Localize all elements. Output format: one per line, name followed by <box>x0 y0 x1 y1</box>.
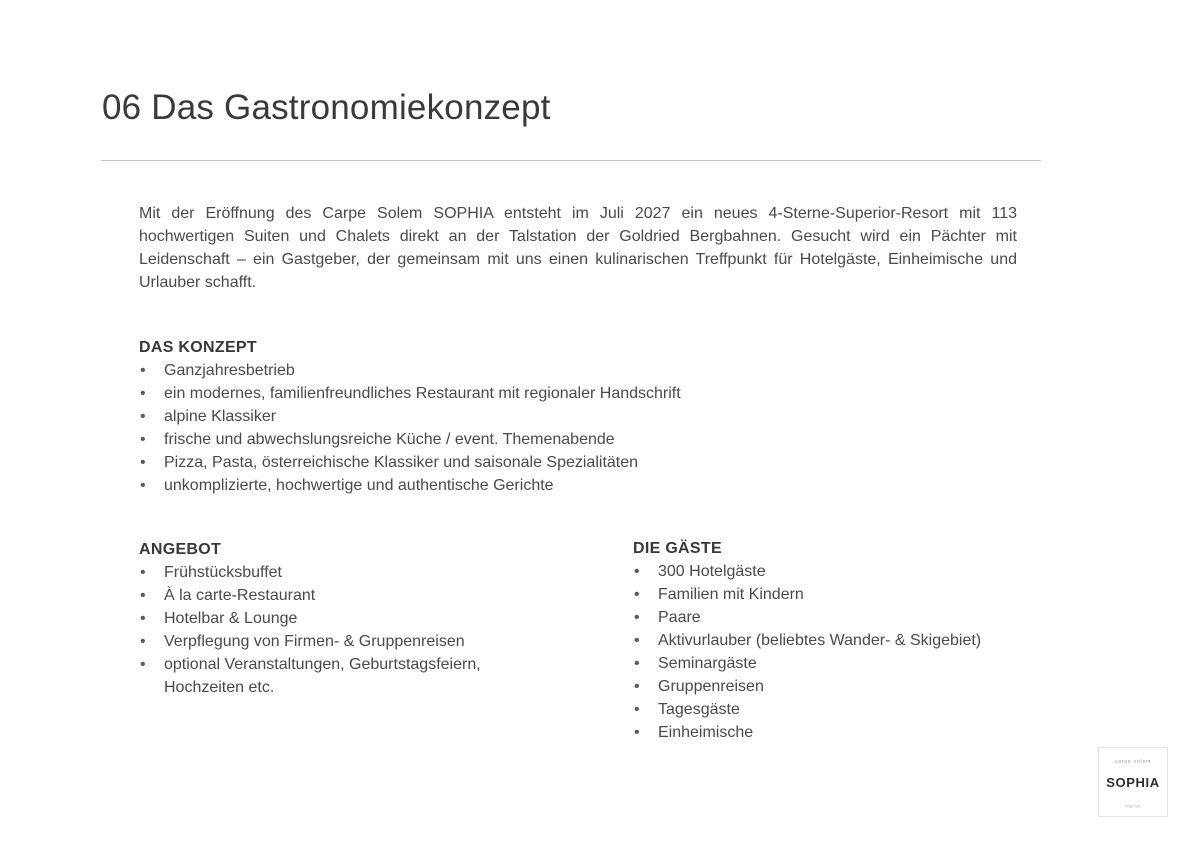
bullet-icon: • <box>140 362 146 379</box>
section-angebot <box>139 538 559 699</box>
list-item-text: Familien mit Kindern <box>658 586 804 603</box>
logo-subline: alpine <box>1125 803 1141 808</box>
list-item-text: Einheimische <box>658 724 754 741</box>
brand-logo <box>1098 747 1168 817</box>
bullet-icon: • <box>140 408 146 425</box>
logo-tagline: carpe solem <box>1114 759 1152 765</box>
konzept-list <box>139 359 899 497</box>
bullet-icon: • <box>140 610 146 627</box>
bullet-icon: • <box>140 564 146 581</box>
list-item-text: Seminargäste <box>658 655 757 672</box>
list-item <box>139 630 559 653</box>
bullet-icon: • <box>140 431 146 448</box>
bullet-icon: • <box>634 586 640 603</box>
list-item-text: 300 Hotelgäste <box>658 563 766 580</box>
list-item-text: Tagesgäste <box>658 701 740 718</box>
bullet-icon: • <box>634 632 640 649</box>
list-item-text: Verpflegung von Firmen- & Gruppenreisen <box>164 633 465 650</box>
list-item-text: alpine Klassiker <box>164 408 277 425</box>
list-item <box>633 560 1053 583</box>
list-item <box>139 561 559 584</box>
section-heading-konzept: DAS KONZEPT <box>139 339 257 356</box>
gaeste-list <box>633 560 1053 744</box>
list-item-text: Ganzjahresbetrieb <box>164 362 295 379</box>
bullet-icon: • <box>140 454 146 471</box>
list-item-text: Frühstücksbuffet <box>164 564 282 581</box>
section-gaeste <box>633 537 1053 744</box>
list-item <box>139 451 899 474</box>
list-item-text: Aktivurlauber (beliebtes Wander- & Skigebiet) <box>658 632 982 649</box>
page-title: 06 Das Gastronomiekonzept <box>102 88 551 127</box>
list-item-text: Pizza, Pasta, österreichische Klassiker und saisonale Spezialitäten <box>164 454 639 471</box>
list-item <box>139 653 544 699</box>
section-konzept <box>139 336 899 497</box>
list-item <box>139 474 899 497</box>
bullet-icon: • <box>140 477 146 494</box>
list-item <box>139 607 559 630</box>
list-item <box>633 652 1053 675</box>
bullet-icon: • <box>634 724 640 741</box>
list-item-text: Gruppenreisen <box>658 678 764 695</box>
list-item <box>139 584 559 607</box>
list-item <box>633 698 1053 721</box>
list-item-text: À la carte-Restaurant <box>164 587 316 604</box>
bullet-icon: • <box>634 563 640 580</box>
bullet-icon: • <box>634 609 640 626</box>
intro-paragraph: Mit der Eröffnung des Carpe Solem SOPHIA entsteht im Juli 2027 ein neues 4-Sterne-Superior-Resort mit 113 hochwertigen Suiten und Chalets direkt an der Talstation der Goldried Bergbahnen. Gesucht wird ein Pächter mit Leidenschaft – ein Gastgeber, der gemeinsam mit uns einen kulinarischen Treffpunkt für Hotelgäste, Einheimische und Urlauber schafft. <box>139 205 1017 291</box>
bullet-icon: • <box>634 678 640 695</box>
list-item-text: Paare <box>658 609 701 626</box>
list-item <box>633 721 1053 744</box>
list-item <box>633 583 1053 606</box>
list-item <box>633 606 1053 629</box>
list-item-text: Hotelbar & Lounge <box>164 610 298 627</box>
angebot-list <box>139 561 559 699</box>
bullet-icon: • <box>140 656 146 673</box>
list-item <box>139 359 899 382</box>
list-item <box>139 405 899 428</box>
bullet-icon: • <box>140 385 146 402</box>
logo-wordmark: SOPHIA <box>1106 775 1160 790</box>
list-item <box>139 382 899 405</box>
list-item <box>633 629 1053 652</box>
list-item <box>633 675 1053 698</box>
list-item-text: ein modernes, familienfreundliches Restaurant mit regionaler Handschrift <box>164 385 681 402</box>
bullet-icon: • <box>634 701 640 718</box>
list-item-text: unkomplizierte, hochwertige und authentische Gerichte <box>164 477 554 494</box>
title-divider <box>101 160 1041 161</box>
bullet-icon: • <box>140 587 146 604</box>
bullet-icon: • <box>140 633 146 650</box>
list-item-text: frische und abwechslungsreiche Küche / event. Themenabende <box>164 431 615 448</box>
bullet-icon: • <box>634 655 640 672</box>
list-item-text: optional Veranstaltungen, Geburtstagsfeiern, Hochzeiten etc. <box>164 656 481 696</box>
list-item <box>139 428 899 451</box>
section-heading-angebot: ANGEBOT <box>139 541 222 558</box>
section-heading-gaeste: DIE GÄSTE <box>633 540 722 557</box>
